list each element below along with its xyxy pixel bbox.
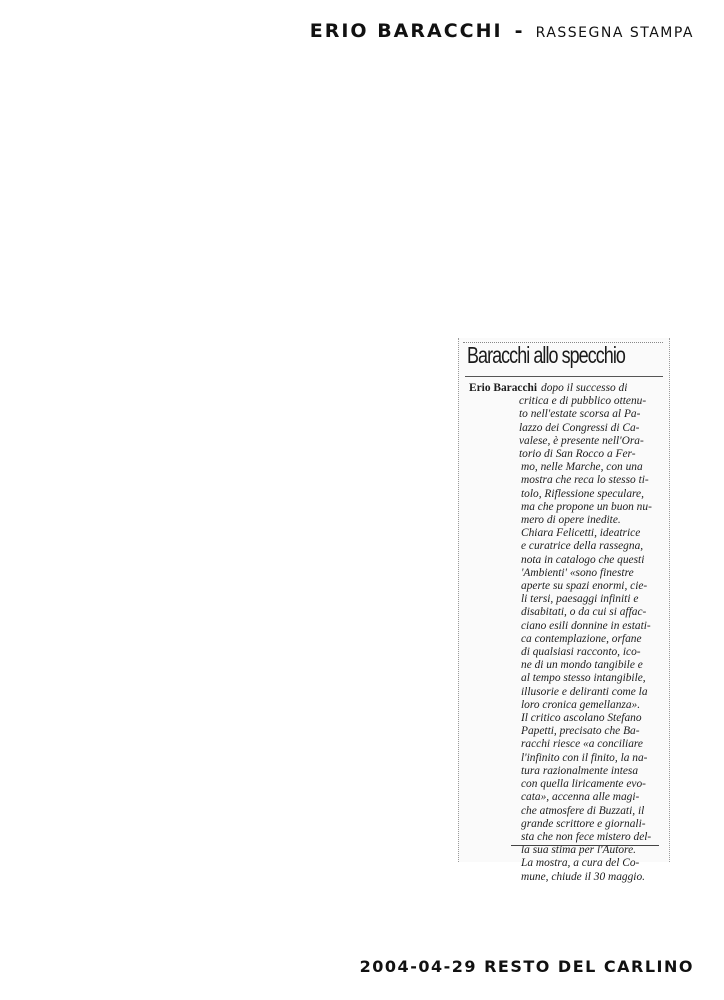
article-line: ma che propone un buon nu-	[521, 500, 652, 513]
page-header	[310, 20, 694, 42]
article-body	[469, 382, 665, 884]
article-line: li tersi, paesaggi infiniti e	[521, 593, 639, 606]
article-line: Il critico ascolano Stefano	[521, 712, 642, 725]
article-line: tura razionalmente intesa	[521, 764, 639, 777]
article-lead: Erio Baracchi	[469, 382, 538, 394]
article-line: nota in catalogo che questi	[521, 553, 645, 566]
article-line: mune, chiude il 30 maggio.	[521, 870, 646, 883]
article-line: grande scrittore e giornali-	[521, 817, 646, 830]
article-line: lazzo dei Congressi di Ca-	[519, 421, 640, 434]
article-line: valese, è presente nell'Ora-	[519, 434, 644, 447]
article-line: ca contemplazione, orfane	[521, 632, 642, 645]
headline-rule	[465, 376, 663, 377]
artist-name: ERIO BARACCHI	[309, 20, 503, 42]
article-line: Papetti, precisato che Ba-	[521, 725, 640, 738]
article-end-rule	[511, 845, 659, 846]
article-line: con quella liricamente evo-	[521, 778, 646, 791]
article-line: di qualsiasi racconto, ico-	[521, 646, 641, 659]
clipping-headline: Baracchi allo specchio	[467, 342, 625, 368]
article-line: La mostra, a cura del Co-	[521, 857, 640, 870]
article-line: racchi riesce «a conciliare	[521, 738, 643, 751]
article-line: la sua stima per l'Autore.	[521, 844, 636, 857]
article-line: mo, nelle Marche, con una	[521, 461, 643, 474]
article-line: mero di opere inedite.	[521, 514, 621, 527]
article-line: tolo, Riflessione speculare,	[521, 487, 644, 500]
article-line: illusorie e deliranti come la	[521, 685, 648, 698]
article-line: 'Ambienti' «sono finestre	[521, 566, 634, 579]
article-line: al tempo stesso intangibile,	[521, 672, 646, 685]
article-line: aperte su spazi enormi, cie-	[521, 580, 648, 593]
article-line: cata», accenna alle magi-	[521, 791, 640, 804]
source-caption: 2004-04-29 RESTO DEL CARLINO	[359, 957, 694, 976]
article-line: to nell'estate scorsa al Pa-	[519, 408, 641, 421]
article-line: ne di un mondo tangibile e	[521, 659, 643, 672]
article-line: e curatrice della rassegna,	[521, 540, 644, 553]
article-line: Erio Baracchi dopo il successo di	[469, 382, 628, 394]
article-line: sta che non fece mistero del-	[521, 830, 652, 843]
header-subtitle: RASSEGNA STAMPA	[535, 25, 694, 41]
article-line: Chiara Felicetti, ideatrice	[521, 527, 641, 540]
header-separator: -	[514, 20, 524, 42]
article-line: critica e di pubblico ottenu-	[519, 395, 647, 408]
article-line: mostra che reca lo stesso ti-	[521, 474, 649, 487]
article-line: l'infinito con il finito, la na-	[521, 751, 648, 764]
article-line: che atmosfere di Buzzati, il	[521, 804, 645, 817]
article-line: loro cronica gemellanza».	[521, 698, 641, 711]
article-line: torio di San Rocco a Fer-	[519, 448, 636, 461]
article-line: ciano esili donnine in estati-	[521, 619, 651, 632]
article-line: disabitati, o da cui si affac-	[521, 606, 647, 619]
newspaper-clipping	[458, 338, 670, 883]
